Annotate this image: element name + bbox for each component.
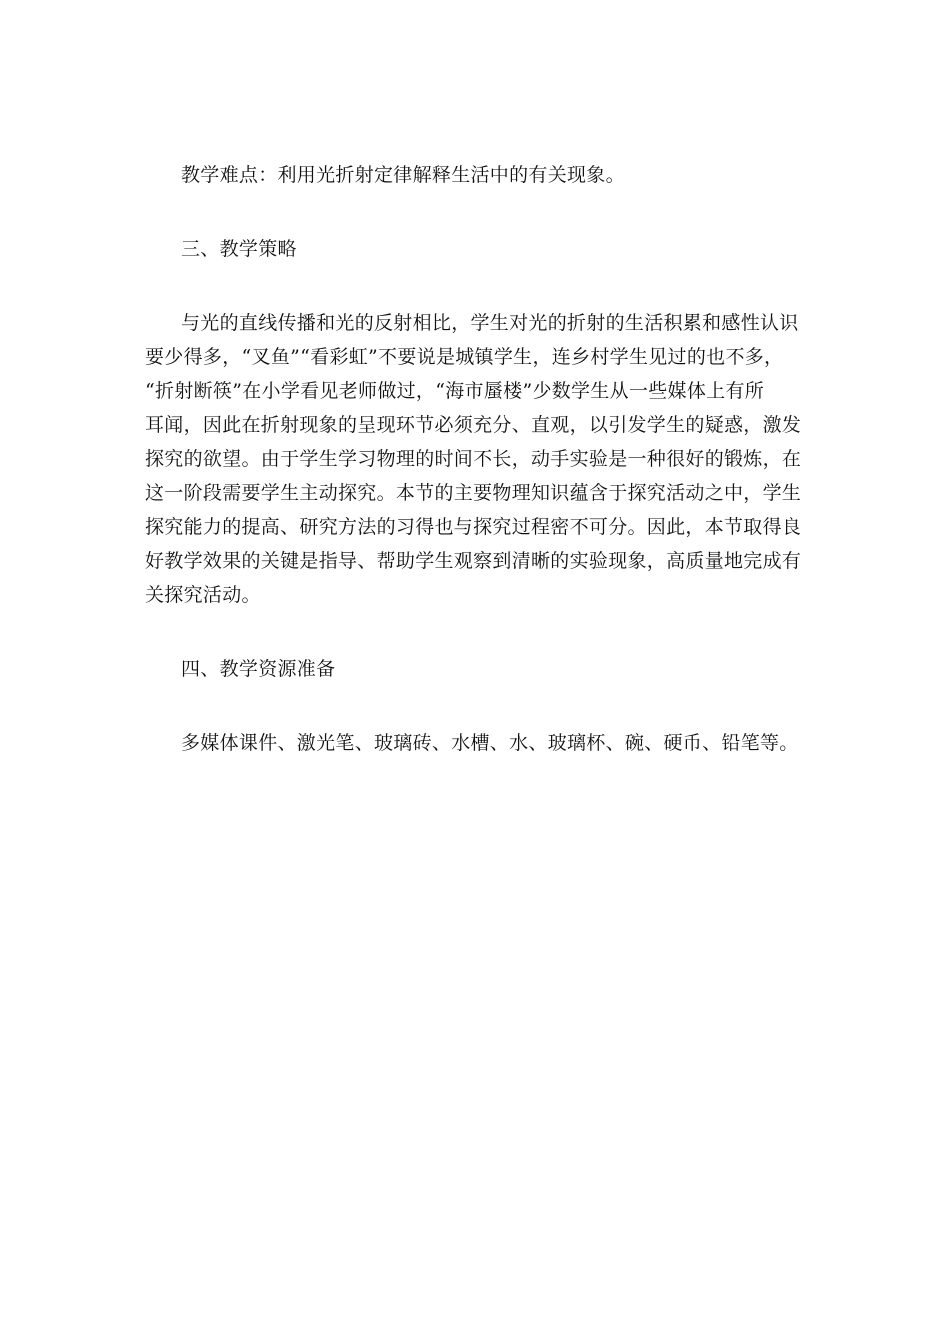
paragraph-line: 耳闻，因此在折射现象的呈现环节必须充分、直观，以引发学生的疑惑，激发 [145, 414, 802, 436]
teaching-resources-list: 多媒体课件、激光笔、玻璃砖、水槽、水、玻璃杯、碗、硬币、铅笔等。 [181, 732, 799, 754]
paragraph-line: 与光的直线传播和光的反射相比，学生对光的折射的生活积累和感性认识 [181, 312, 799, 334]
teaching-difficulty: 教学难点：利用光折射定律解释生活中的有关现象。 [181, 164, 625, 186]
paragraph-line: 这一阶段需要学生主动探究。本节的主要物理知识蕴含于探究活动之中，学生 [145, 482, 802, 504]
paragraph-line: 探究的欲望。由于学生学习物理的时间不长，动手实验是一种很好的锻炼，在 [145, 448, 802, 470]
paragraph-line: 探究能力的提高、研究方法的习得也与探究过程密不可分。因此，本节取得良 [145, 516, 802, 538]
paragraph-line: 好教学效果的关键是指导、帮助学生观察到清晰的实验现象，高质量地完成有 [145, 550, 802, 572]
section-4-heading: 四、教学资源准备 [181, 658, 336, 680]
section-3-heading: 三、教学策略 [181, 238, 297, 260]
paragraph-line: “折射断筷”在小学看见老师做过，“海市蜃楼”少数学生从一些媒体上有所 [145, 380, 765, 402]
paragraph-line: 关探究活动。 [145, 584, 261, 606]
paragraph-line: 要少得多，“叉鱼”“看彩虹”不要说是城镇学生，连乡村学生见过的也不多， [145, 346, 784, 368]
